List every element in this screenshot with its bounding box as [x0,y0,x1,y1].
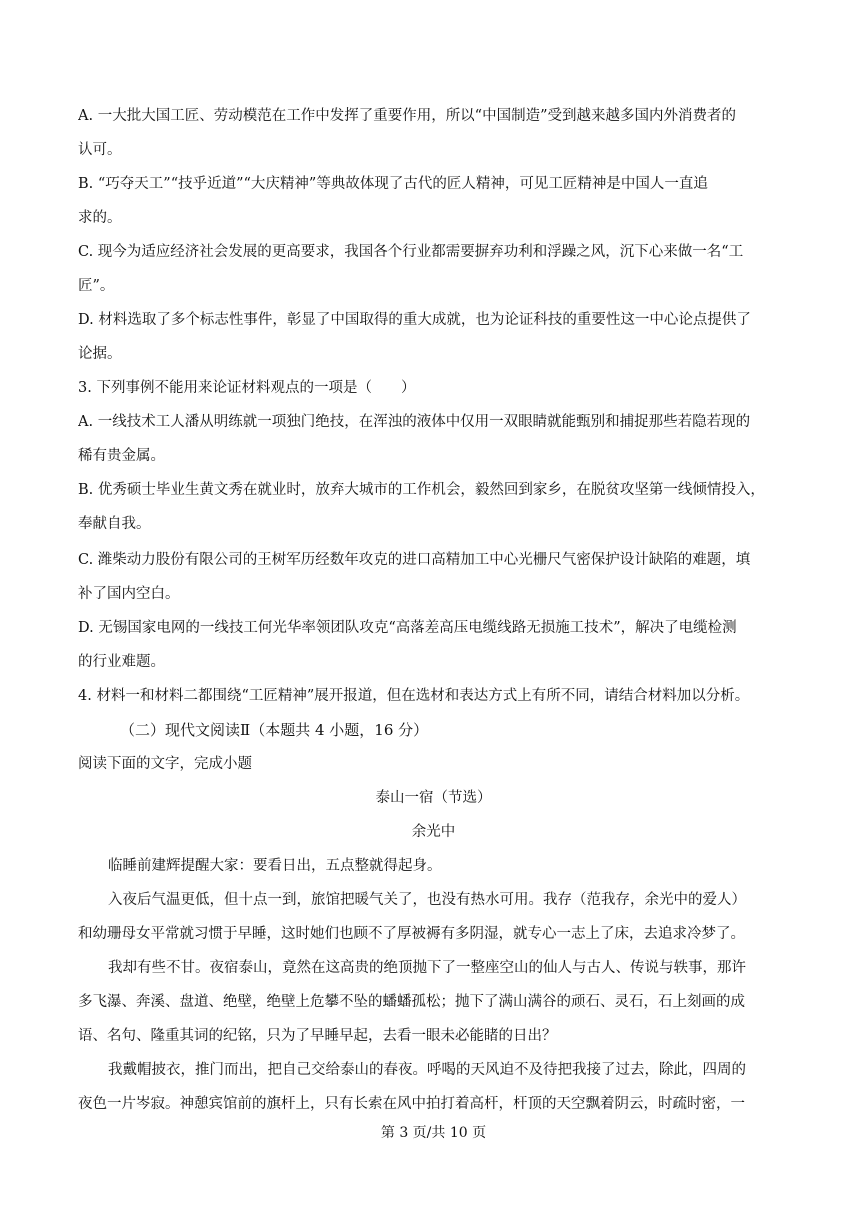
q2-option-a-line2: 认可。 [78,142,122,158]
passage-author: 余光中 [411,824,456,840]
q3-option-c-line2: 补了国内空白。 [78,586,180,602]
q3-option-d-line2: 的行业难题。 [78,654,165,670]
q3-stem: 3. 下列事例不能用来论证材料观点的一项是（ ） [78,380,416,396]
q4-stem: 4. 材料一和材料二都围绕“工匠精神”展开报道，但在选材和表达方式上有所不同，请结合材料加以分析。 [78,688,750,704]
q2-option-b-line1: B. “巧夺天工”“技乎近道”“大庆精神”等典故体现了古代的匠人精神，可见工匠精神是中国人一直追 [78,176,708,192]
passage-title: 泰山一宿（节选） [375,790,492,806]
q2-option-c-line2: 匠”。 [78,278,115,294]
passage-line: 夜色一片岑寂。神憩宾馆前的旗杆上，只有长索在风中拍打着高杆，杆顶的天空飘着阴云，时疏时密，一 [78,1096,745,1112]
q3-option-b-line2: 奉献自我。 [78,516,151,532]
q2-option-c-line1: C. 现今为适应经济社会发展的更高要求，我国各个行业都需要摒弃功利和浮躁之风，沉下心来做一名“工 [78,244,744,260]
passage-line: 入夜后气温更低，但十点一到，旅馆把暖气关了，也没有热水可用。我存（范我存，余光中的爱人） [108,892,746,908]
q3-option-b-line1: B. 优秀硕士毕业生黄文秀在就业时，放弃大城市的工作机会，毅然回到家乡，在脱贫攻坚第一线倾情投入， [78,482,765,498]
passage-line: 多飞瀑、奔溪、盘道、绝壁，绝壁上危攀不坠的蟠蟠孤松；抛下了满山满谷的顽石、灵石，石上刻画的成 [78,994,745,1010]
passage-line: 我却有些不甘。夜宿泰山，竟然在这高贵的绝顶抛下了一整座空山的仙人与古人、传说与轶事，那许 [108,960,746,976]
q3-option-d-line1: D. 无锡国家电网的一线技工何光华率领团队攻克“高落差高压电缆线路无损施工技术”，解决了电缆检测 [78,620,737,636]
passage-line: 我戴帽披衣，推门而出，把自己交给泰山的春夜。呼喝的天风迫不及待把我接了过去，除此，四周的 [108,1062,746,1078]
q2-option-d-line2: 论据。 [78,346,122,362]
q2-option-d-line1: D. 材料选取了多个标志性事件，彰显了中国取得的重大成就，也为论证科技的重要性这一中心论点提供了 [78,312,751,328]
q2-option-b-line2: 求的。 [78,210,122,226]
section-heading: （二）现代文阅读Ⅱ（本题共 4 小题，16 分） [120,721,429,739]
passage-line: 语、名句、隆重其词的纪铭，只为了早睡早起，去看一眼未必能睹的日出？ [78,1028,557,1044]
q3-option-a-line2: 稀有贵金属。 [78,448,165,464]
page-footer: 第 3 页/共 10 页 [380,1125,487,1141]
passage-line: 和幼珊母女平常就习惯于早睡，这时她们也顾不了厚被褥有多阴湿，就专心一志上了床，去追求冷梦了。 [78,926,745,942]
section-instruction: 阅读下面的文字，完成小题 [78,756,252,772]
q2-option-a-line1: A. 一大批大国工匠、劳动模范在工作中发挥了重要作用，所以“中国制造”受到越来越多国内外消费者的 [78,108,737,124]
q3-option-a-line1: A. 一线技术工人潘从明练就一项独门绝技，在浑浊的液体中仅用一双眼睛就能甄别和捕捉那些若隐若现的 [78,414,751,430]
passage-line: 临睡前建辉提醒大家：要看日出，五点整就得起身。 [108,858,442,874]
q3-option-c-line1: C. 潍柴动力股份有限公司的王树军历经数年攻克的进口高精加工中心光栅尺气密保护设计缺陷的难题，填 [78,552,751,568]
